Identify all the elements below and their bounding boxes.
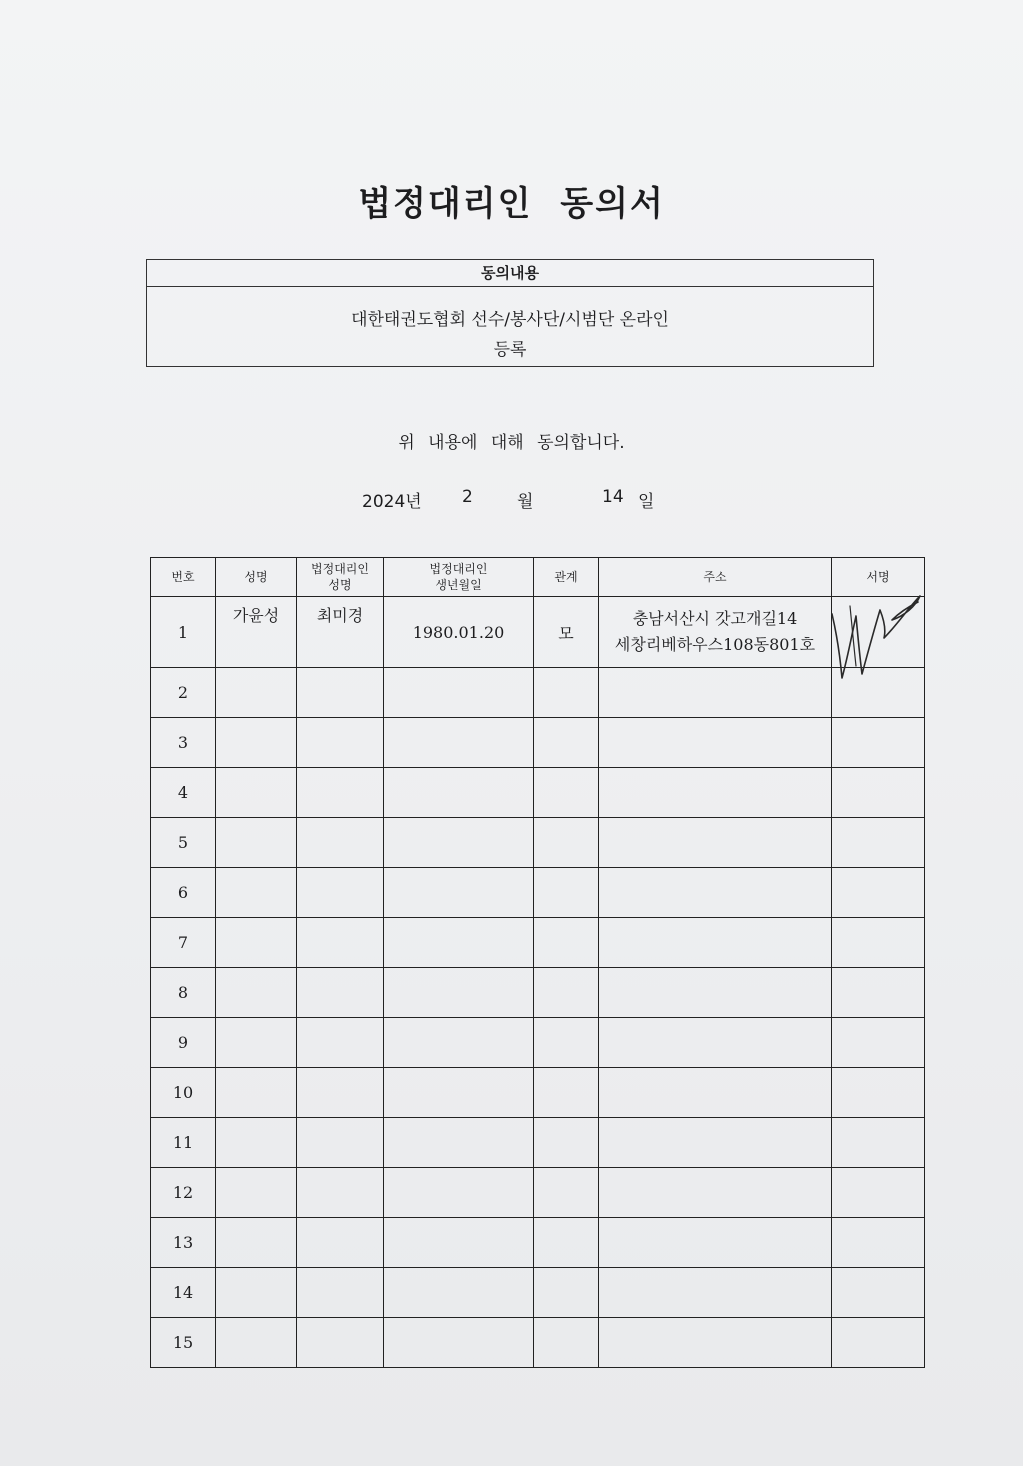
row-guardian-birth	[384, 868, 534, 918]
col-header-guardian-name	[297, 558, 384, 597]
row-address	[599, 1318, 832, 1368]
row-address	[599, 597, 832, 668]
table-row	[151, 1018, 925, 1068]
row-name	[216, 918, 297, 968]
row-relation	[534, 968, 599, 1018]
row-address	[599, 868, 832, 918]
row-guardian-birth	[384, 968, 534, 1018]
row-name	[216, 968, 297, 1018]
consent-header: 동의내용	[147, 260, 873, 287]
row-address	[599, 1118, 832, 1168]
row-signature	[832, 1068, 925, 1118]
col-header-name: 성명	[216, 558, 297, 597]
col-header-signature: 서명	[832, 558, 925, 597]
row-relation	[534, 718, 599, 768]
table-row	[151, 1168, 925, 1218]
row-guardian-name: 최미경	[297, 597, 384, 668]
row-signature	[832, 1318, 925, 1368]
row-signature	[832, 968, 925, 1018]
row-relation	[534, 818, 599, 868]
address-line-2: 세창리베하우스108동801호	[614, 635, 816, 654]
row-signature	[832, 1218, 925, 1268]
row-guardian-name	[297, 1168, 384, 1218]
row-signature	[832, 718, 925, 768]
row-guardian-birth	[384, 1018, 534, 1068]
row-relation	[534, 1268, 599, 1318]
table-row	[151, 918, 925, 968]
row-number: 15	[151, 1318, 216, 1368]
row-name	[216, 768, 297, 818]
row-guardian-name	[297, 768, 384, 818]
row-number: 7	[151, 918, 216, 968]
col-header-guardian-name-text: 법정대리인 성명	[311, 562, 369, 592]
row-signature	[832, 1268, 925, 1318]
row-relation	[534, 868, 599, 918]
date-day: 14	[602, 487, 624, 507]
row-relation	[534, 918, 599, 968]
row-address	[599, 1068, 832, 1118]
guardian-table	[150, 557, 925, 1368]
row-address	[599, 768, 832, 818]
date-month: 2	[462, 487, 473, 507]
row-address	[599, 1268, 832, 1318]
consent-line-1: 대한태권도협회 선수/봉사단/시범단 온라인	[351, 310, 669, 330]
row-address	[599, 668, 832, 718]
row-address	[599, 818, 832, 868]
row-relation	[534, 1168, 599, 1218]
table-row	[151, 668, 925, 718]
row-relation	[534, 1318, 599, 1368]
row-guardian-birth: 1980.01.20	[384, 597, 534, 668]
table-row	[151, 1268, 925, 1318]
row-guardian-birth	[384, 1118, 534, 1168]
table-row	[151, 1068, 925, 1118]
date-day-unit: 일	[638, 492, 655, 512]
row-guardian-name	[297, 1018, 384, 1068]
row-address	[599, 918, 832, 968]
row-number: 5	[151, 818, 216, 868]
row-guardian-name	[297, 868, 384, 918]
row-guardian-birth	[384, 1318, 534, 1368]
row-name	[216, 1018, 297, 1068]
row-relation	[534, 1118, 599, 1168]
col-header-address: 주소	[599, 558, 832, 597]
table-row	[151, 818, 925, 868]
table-row	[151, 1218, 925, 1268]
table-row	[151, 768, 925, 818]
table-row	[151, 868, 925, 918]
row-guardian-name	[297, 1218, 384, 1268]
row-signature	[832, 1168, 925, 1218]
row-guardian-birth	[384, 818, 534, 868]
table-row	[151, 1318, 925, 1368]
row-name	[216, 818, 297, 868]
row-relation	[534, 1068, 599, 1118]
row-signature	[832, 818, 925, 868]
row-guardian-birth	[384, 1218, 534, 1268]
row-guardian-name	[297, 668, 384, 718]
row-guardian-name	[297, 1268, 384, 1318]
row-guardian-birth	[384, 768, 534, 818]
row-guardian-name	[297, 718, 384, 768]
row-guardian-birth	[384, 1168, 534, 1218]
table-row	[151, 718, 925, 768]
col-header-number: 번호	[151, 558, 216, 597]
row-relation	[534, 768, 599, 818]
row-number: 3	[151, 718, 216, 768]
row-name	[216, 668, 297, 718]
row-signature	[832, 918, 925, 968]
consent-line-2: 등록	[493, 340, 527, 360]
row-number: 9	[151, 1018, 216, 1068]
row-name	[216, 718, 297, 768]
row-number: 8	[151, 968, 216, 1018]
row-name	[216, 1318, 297, 1368]
row-relation	[534, 668, 599, 718]
row-guardian-birth	[384, 1068, 534, 1118]
table-row	[151, 597, 925, 668]
row-guardian-name	[297, 818, 384, 868]
agree-statement: 위 내용에 대해 동의합니다.	[398, 433, 625, 453]
row-name	[216, 1218, 297, 1268]
table-header-row	[151, 558, 925, 597]
date-year: 2024년	[362, 492, 422, 512]
row-guardian-birth	[384, 1268, 534, 1318]
row-number: 1	[151, 597, 216, 668]
row-address	[599, 1018, 832, 1068]
row-address	[599, 1218, 832, 1268]
row-number: 6	[151, 868, 216, 918]
handwritten-signature-icon	[826, 586, 926, 686]
row-signature	[832, 868, 925, 918]
row-name	[216, 1068, 297, 1118]
row-guardian-birth	[384, 918, 534, 968]
document-title: 법정대리인 동의서	[358, 184, 665, 224]
row-guardian-name	[297, 1118, 384, 1168]
address-line-1: 충남서산시 갓고개길14	[632, 609, 798, 628]
row-relation	[534, 1218, 599, 1268]
row-guardian-name	[297, 1318, 384, 1368]
row-address	[599, 1168, 832, 1218]
row-number: 12	[151, 1168, 216, 1218]
row-relation: 모	[534, 597, 599, 668]
table-row	[151, 1118, 925, 1168]
row-guardian-name	[297, 968, 384, 1018]
row-name	[216, 1118, 297, 1168]
row-signature	[832, 768, 925, 818]
row-guardian-name	[297, 918, 384, 968]
date-month-unit: 월	[517, 492, 534, 512]
row-number: 14	[151, 1268, 216, 1318]
consent-content	[147, 287, 873, 365]
row-name: 가윤성	[216, 597, 297, 668]
row-guardian-name	[297, 1068, 384, 1118]
col-header-guardian-birth	[384, 558, 534, 597]
col-header-guardian-birth-text: 법정대리인 생년월일	[429, 562, 488, 592]
row-number: 10	[151, 1068, 216, 1118]
row-name	[216, 1168, 297, 1218]
row-address	[599, 718, 832, 768]
row-number: 13	[151, 1218, 216, 1268]
row-number: 4	[151, 768, 216, 818]
row-number: 11	[151, 1118, 216, 1168]
row-relation	[534, 1018, 599, 1068]
col-header-relation: 관계	[534, 558, 599, 597]
row-address	[599, 968, 832, 1018]
row-number: 2	[151, 668, 216, 718]
row-name	[216, 1268, 297, 1318]
consent-box	[146, 259, 874, 367]
row-guardian-birth	[384, 668, 534, 718]
table-row	[151, 968, 925, 1018]
row-signature	[832, 1118, 925, 1168]
row-signature	[832, 1018, 925, 1068]
row-guardian-birth	[384, 718, 534, 768]
row-name	[216, 868, 297, 918]
